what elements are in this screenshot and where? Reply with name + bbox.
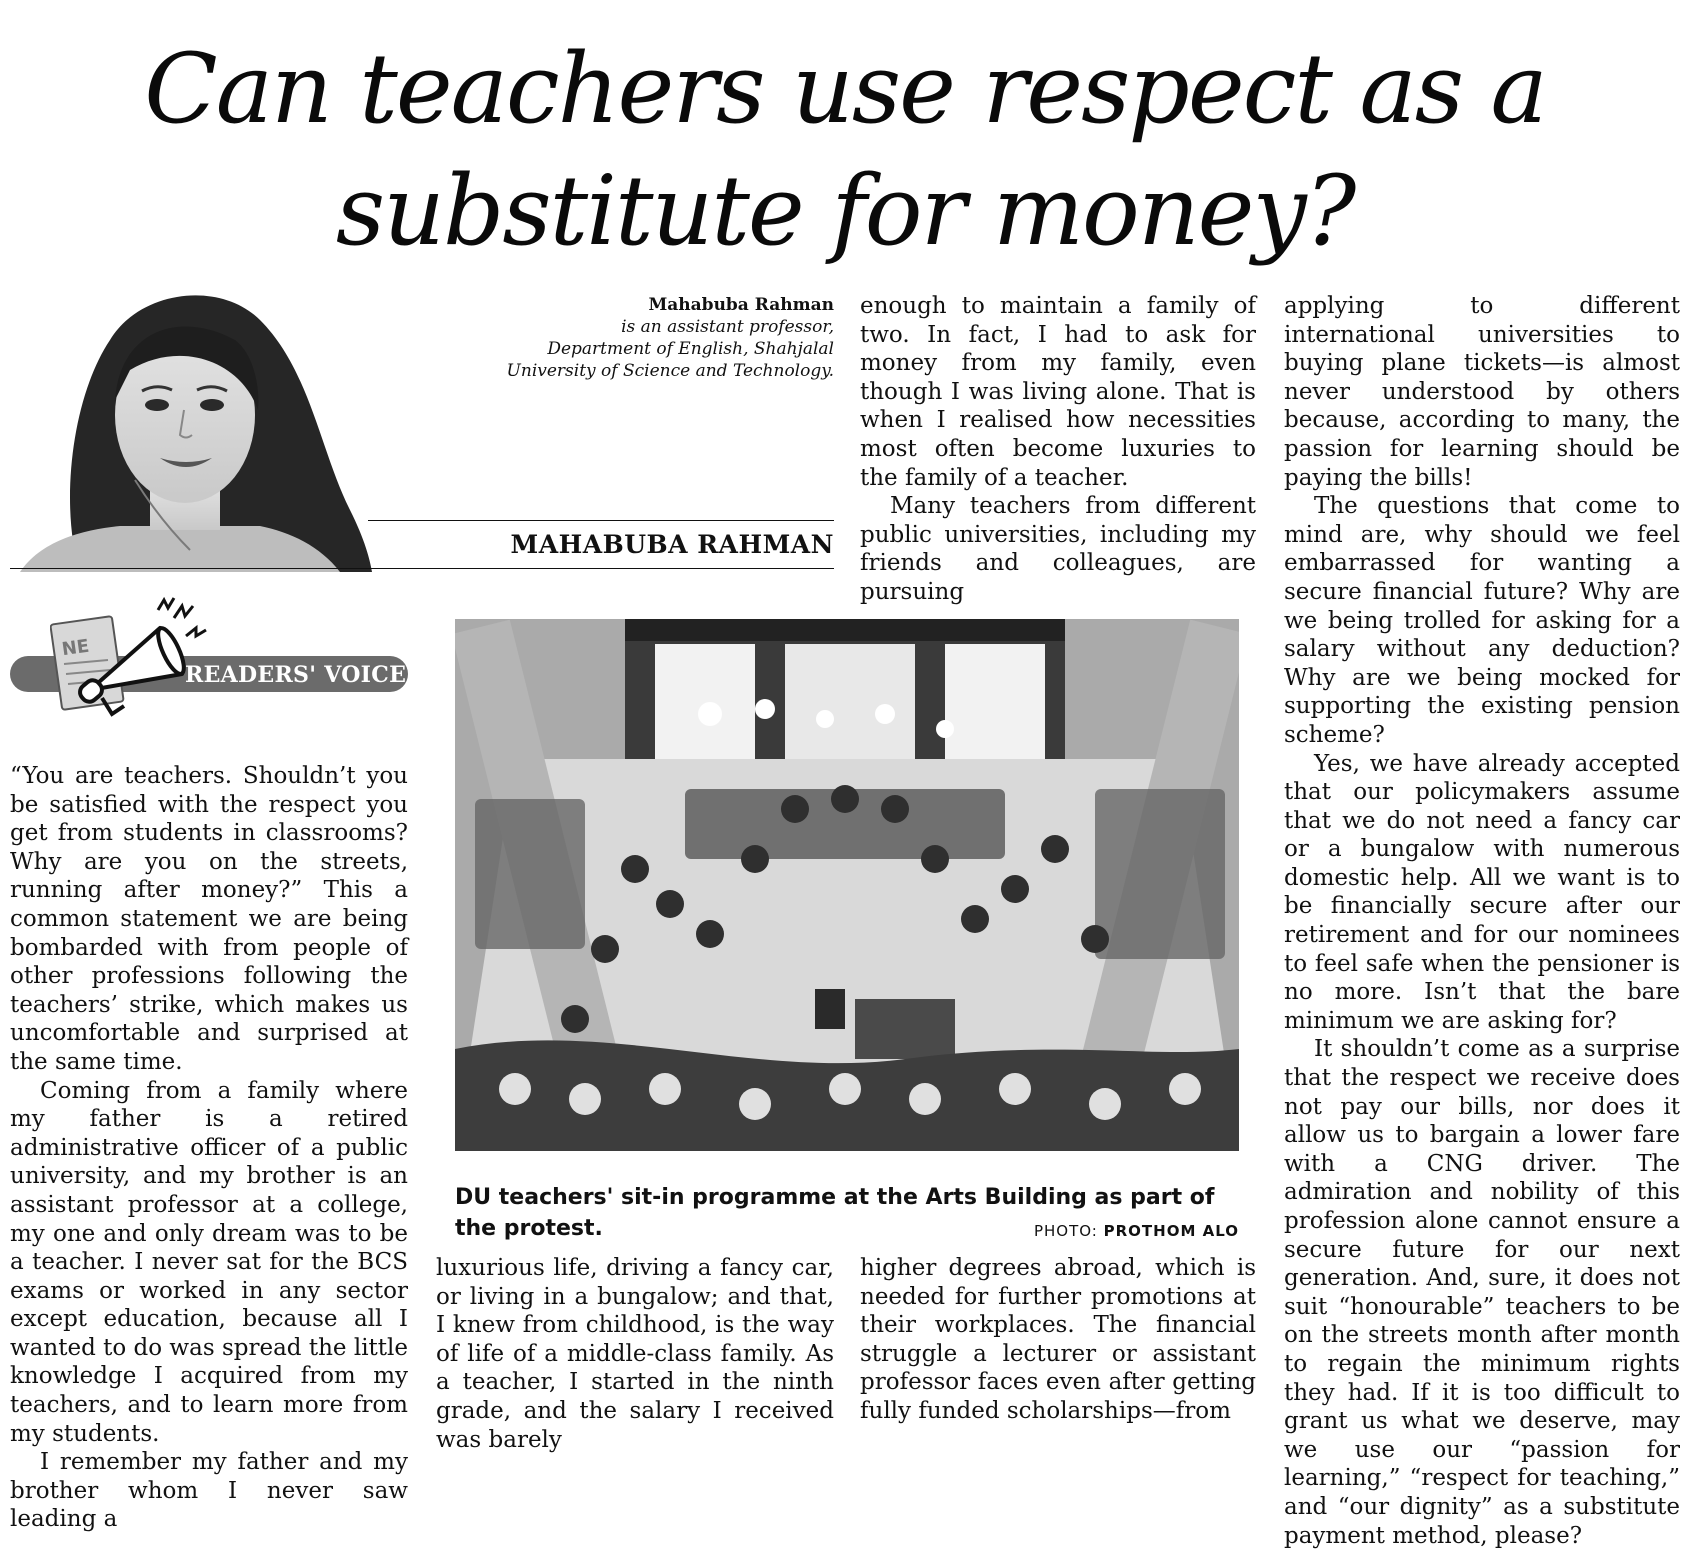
readers-voice-label: READERS' VOICE xyxy=(185,662,407,688)
article-column-4 xyxy=(1284,292,1680,1550)
paragraph: The questions that come to mind are, why should we feel embarrassed for wanting a secure financial future? Why are we being trolled for asking for a salary without any deduction? Why are we being mocked for supporting the existing pension scheme? xyxy=(1284,493,1680,748)
byline-divider-bottom xyxy=(10,568,834,569)
paragraph: enough to maintain a family of two. In fact, I had to ask for money from my family, even though I was living alone. That is when I realised how necessities most often become luxuries to the family of a teacher. xyxy=(860,293,1256,491)
megaphone-icon xyxy=(50,590,210,720)
author-portrait xyxy=(20,280,378,572)
author-bio xyxy=(460,294,834,382)
protest-photo xyxy=(455,619,1239,1151)
paragraph: “You are teachers. Shouldn’t you be satisfied with the respect you get from students in classrooms? Why are you on the streets, running after money?” This a common statement we are being bombarded with from people of other professions following the teachers’ strike, which makes us uncomfortable and surprised at the same time. xyxy=(10,763,408,1075)
headline-line-1: Can teachers use respect as a xyxy=(144,33,1546,145)
paragraph: luxurious life, driving a fancy car, or living in a bungalow; and that, I knew from childhood, is the way of life of a middle-class family. As a teacher, I started in the ninth grade, and the salary I received was barely xyxy=(436,1255,834,1453)
paragraph: Yes, we have already accepted that our policymakers assume that we do not need a fancy car or a bungalow with numerous domestic help. All we want is to be financially secure after our retirement and for our nominees to feel safe when the pensioner is no more. Isn’t that the bare minimum we are asking for? xyxy=(1284,750,1680,1034)
article-column-2 xyxy=(436,1254,834,1454)
byline: MAHABUBA RAHMAN xyxy=(510,530,834,559)
paragraph: higher degrees abroad, which is needed for further promotions at their workplaces. The financial struggle a lecturer or assistant professor faces even after getting fully funded scholarships—from xyxy=(860,1255,1256,1424)
byline-divider-top xyxy=(368,520,834,521)
headline xyxy=(0,28,1690,272)
readers-voice-badge xyxy=(10,590,410,730)
paragraph: Many teachers from different public universities, including my friends and colleagues, are pursuing xyxy=(860,493,1256,605)
author-bio-line-2: Department of English, Shahjalal xyxy=(547,339,834,359)
photo-caption: DU teachers' sit-in programme at the Arts Building as part of the protest. xyxy=(455,1185,1215,1241)
paragraph: It shouldn’t come as a surprise that the respect we receive does not pay our bills, nor does it allow us to bargain a lower fare with a CNG driver. The admiration and nobility of this profession alone cannot ensure a secure future for our next generation. And, sure, it does not suit “honourable” teachers to be on the streets month after month to regain the minimum rights they had. If it is too difficult to grant us what we deserve, may we use our “passion for learning,” “respect for teaching,” and “our dignity” as a substitute payment method, please? xyxy=(1284,1036,1680,1549)
paragraph: Coming from a family where my father is a retired administrative officer of a public university, and my brother is an assistant professor at a college, my one and only dream was to be a teacher. I never sat for the BCS exams or worked in any sector except education, because all I wanted to do was spread the little knowledge I acquired from my teachers, and to learn more from my students. xyxy=(10,1077,408,1447)
author-bio-line-1: is an assistant professor, xyxy=(621,317,834,337)
author-bio-line-3: University of Science and Technology. xyxy=(506,361,834,381)
paragraph: applying to different international universities to buying plane tickets—is almost never understood by others because, according to many, the passion for learning should be paying the bills! xyxy=(1284,293,1680,491)
headline-line-2: substitute for money? xyxy=(335,155,1355,267)
svg-text:NE: NE xyxy=(60,635,91,661)
photo-credit xyxy=(1034,1222,1239,1240)
article-column-top-2 xyxy=(860,292,1256,607)
article-column-1 xyxy=(10,762,408,1534)
paragraph: I remember my father and my brother whom I never saw leading a xyxy=(10,1449,408,1533)
photo-credit-source: PROTHOM ALO xyxy=(1103,1222,1239,1240)
article-column-3 xyxy=(860,1254,1256,1426)
author-name: Mahabuba Rahman xyxy=(648,295,834,315)
photo-credit-prefix: PHOTO: xyxy=(1033,1222,1098,1240)
